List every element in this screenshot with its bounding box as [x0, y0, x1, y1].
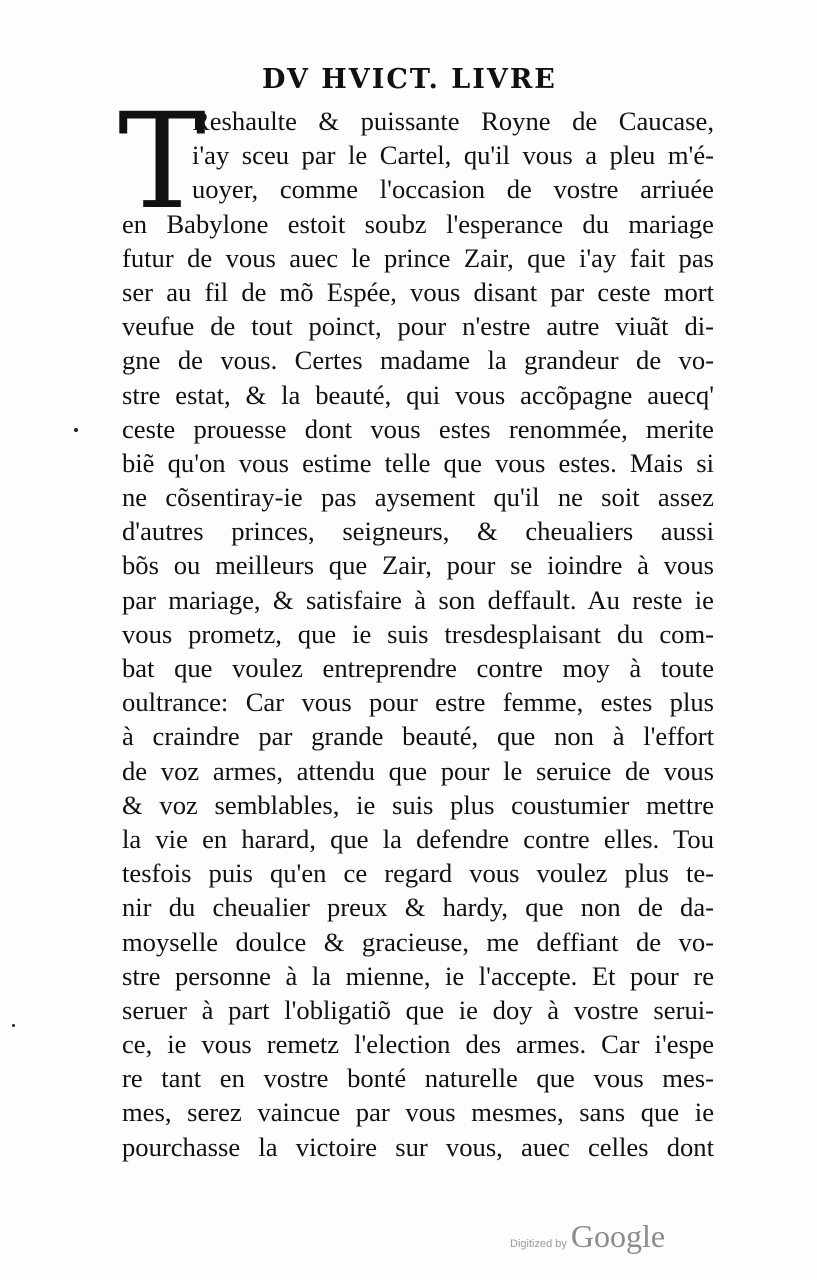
text-line: stre personne à la mienne, ie l'accepte. Et pour re	[122, 960, 714, 991]
text-line: veufue de tout poinct, pour n'estre autre viuãt di-	[122, 311, 714, 342]
text-line: tesfois puis qu'en ce regard vous voulez plus te-	[122, 858, 714, 889]
text-line: gne de vous. Certes madame la grandeur de vo-	[122, 345, 714, 376]
text-line: ser au fil de mõ Espée, vous disant par ceste mort	[122, 276, 714, 307]
text-line: re tant en vostre bonté naturelle que vous mes-	[122, 1063, 714, 1094]
text-line: ne cõsentiray-ie pas aysement qu'il ne soit assez	[122, 482, 714, 513]
ink-speck	[74, 428, 78, 432]
running-head: DV HVICT. LIVRE	[262, 64, 557, 95]
google-logo: Google	[570, 1218, 666, 1254]
text-line: en Babylone estoit soubz l'esperance du mariage	[122, 208, 714, 239]
text-line: mes, serez vaincue par vous mesmes, sans que ie	[122, 1097, 714, 1128]
text-line: de voz armes, attendu que pour le seruice de vous	[122, 755, 714, 786]
body-text	[122, 104, 714, 1164]
text-line: pourchasse la victoire sur vous, auec celles dont	[122, 1131, 714, 1162]
text-line: uoyer, comme l'occasion de vostre arriuée	[192, 174, 714, 205]
text-line: à craindre par grande beauté, que non à l'effort	[122, 721, 714, 752]
text-line: ce, ie vous remetz l'election des armes. Car i'espe	[122, 1029, 714, 1060]
text-line: i'ay sceu par le Cartel, qu'il vous a pleu m'é-	[192, 140, 714, 171]
text-line: futur de vous auec le prince Zair, que i'ay fait pas	[122, 242, 714, 273]
text-line: ceste prouesse dont vous estes renommée, merite	[122, 413, 714, 444]
text-line: seruer à part l'obligatiõ que ie doy à vostre serui-	[122, 994, 714, 1025]
text-line: moyselle doulce & gracieuse, me deffiant de vo-	[122, 926, 714, 957]
text-line: biẽ qu'on vous estime telle que vous estes. Mais si	[122, 447, 714, 478]
text-line: Reshaulte & puissante Royne de Caucase,	[192, 106, 714, 136]
text-line: bat que voulez entreprendre contre moy à toute	[122, 653, 714, 683]
drop-cap-initial: T	[118, 85, 207, 239]
text-line: d'autres princes, seigneurs, & cheualiers aussi	[122, 516, 714, 547]
text-line: la vie en harard, que la defendre contre elles. Tou	[122, 823, 714, 854]
text-line: stre estat, & la beauté, qui vous accõpagne auecq'	[122, 379, 714, 410]
text-line: vous prometz, que ie suis tresdesplaisant du com-	[122, 618, 714, 649]
text-line: oultrance: Car vous pour estre femme, estes plus	[122, 687, 714, 718]
text-line: par mariage, & satisfaire à son deffault. Au reste ie	[122, 584, 714, 615]
ink-speck	[12, 1024, 15, 1027]
watermark-prefix: Digitized by	[510, 1238, 567, 1250]
text-line: & voz semblables, ie suis plus coustumier mettre	[122, 789, 714, 820]
digitized-watermark	[510, 1218, 665, 1255]
text-line: bõs ou meilleurs que Zair, pour se ioindre à vous	[122, 550, 714, 581]
text-line: nir du cheualier preux & hardy, que non de da-	[122, 892, 714, 923]
